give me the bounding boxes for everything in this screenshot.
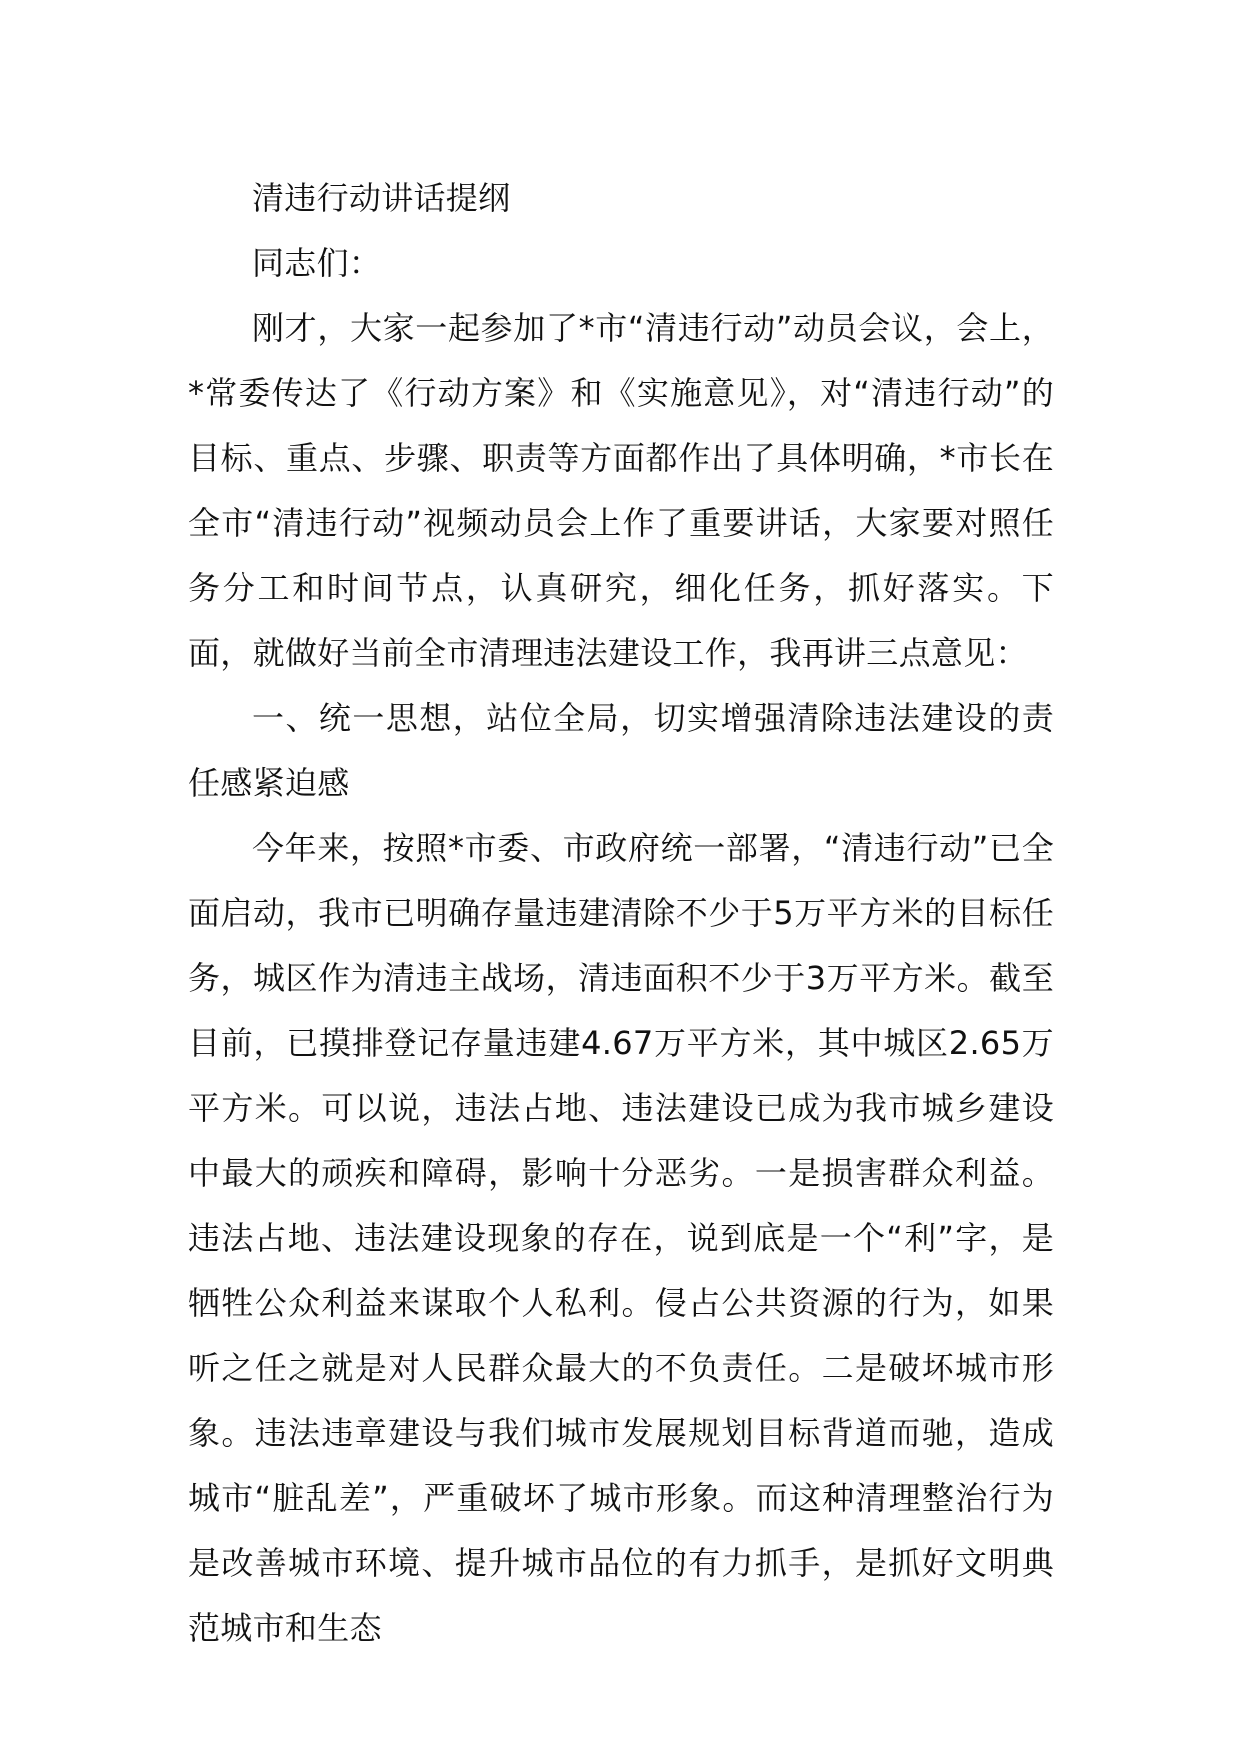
paragraph-section-1: 今年来，按照*市委、市政府统一部署，“清违行动”已全面启动，我市已明确存量违建清除不少于5万平方米的目标任务，城区作为清违主战场，清违面积不少于3万平方米。截至目前，已摸排登记存量违建4.67万平方米，其中城区2.65万平方米。可以说，违法占地、违法建设已成为我市城乡建设中最大的顽疾和障碍，影响十分恶劣。一是损害群众利益。违法占地、违法建设现象的存在，说到底是一个“利”字，是牺牲公众利益来谋取个人私利。侵占公共资源的行为，如果听之任之就是对人民群众最大的不负责任。二是破坏城市形象。违法违章建设与我们城市发展规划目标背道而驰，造成城市“脏乱差”，严重破坏了城市形象。而这种清理整治行为是改善城市环境、提升城市品位的有力抓手，是抓好文明典范城市和生态 <box>188 829 1054 1647</box>
salutation: 同志们： <box>252 244 382 282</box>
section-heading-1: 一、统一思想，站位全局，切实增强清除违法建设的责任感紧迫感 <box>188 699 1054 802</box>
document-body <box>188 166 1054 1661</box>
document-title: 清违行动讲话提纲 <box>252 179 511 217</box>
paragraph-intro: 刚才，大家一起参加了*市“清违行动”动员会议，会上，*常委传达了《行动方案》和《实施意见》，对“清违行动”的目标、重点、步骤、职责等方面都作出了具体明确，*市长在全市“清违行动”视频动员会上作了重要讲话，大家要对照任务分工和时间节点，认真研究，细化任务，抓好落实。下面，就做好当前全市清理违法建设工作，我再讲三点意见： <box>188 309 1054 672</box>
